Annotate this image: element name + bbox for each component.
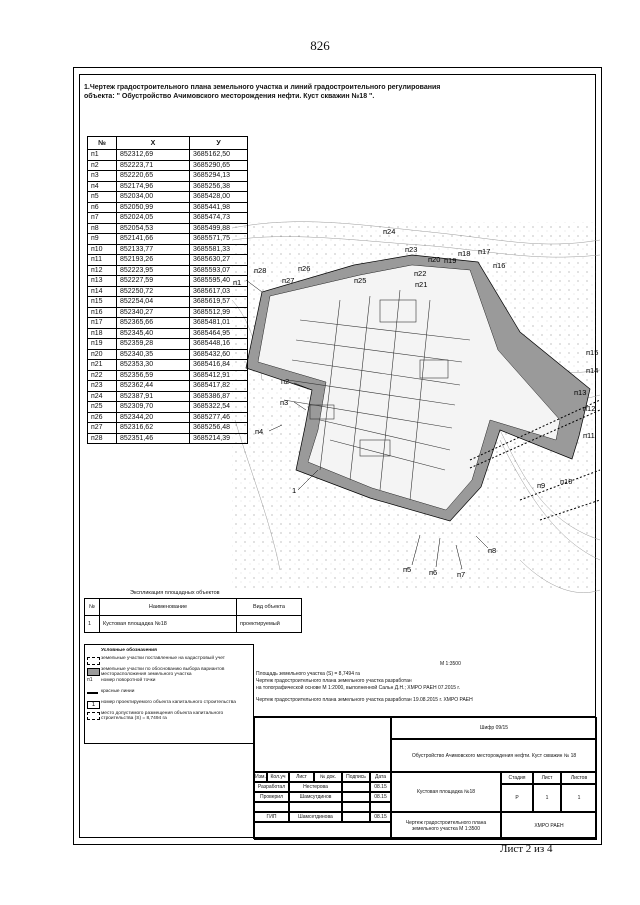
coord-x: 852250,72 bbox=[117, 286, 190, 297]
coord-x: 852344,20 bbox=[117, 412, 190, 423]
table-row bbox=[88, 255, 248, 266]
coord-x: 852387,91 bbox=[117, 391, 190, 402]
stamp-date: 08.15 bbox=[370, 782, 391, 792]
note-area: Площадь земельного участка (S) = 8,7494 га bbox=[256, 671, 360, 677]
coordinates-table-body bbox=[88, 150, 248, 444]
stamp-blank bbox=[254, 822, 391, 840]
stamp-col-doc: № док. bbox=[314, 772, 342, 782]
stamp-code: Шифр 09/15 bbox=[391, 717, 597, 739]
object-number-label: 1 bbox=[292, 486, 297, 495]
legend-item: красные линии bbox=[85, 689, 253, 700]
coord-x: 852353,30 bbox=[117, 360, 190, 371]
coord-point: п14 bbox=[88, 286, 117, 297]
table-row bbox=[88, 171, 248, 182]
coord-y: 3685595,40 bbox=[190, 276, 248, 287]
scale-label: М 1:3500 bbox=[440, 661, 461, 667]
point-label: п11 bbox=[583, 431, 595, 440]
coord-y: 3685441,98 bbox=[190, 202, 248, 213]
drawing-notes bbox=[256, 671, 473, 704]
legend-item: земельные участки по обоснованию выбора вариантов месторасположения земельного участка bbox=[85, 667, 253, 678]
explication-caption: Экспликация площадных объектов bbox=[130, 590, 220, 596]
point-label: п1 bbox=[233, 278, 242, 287]
coord-point: п17 bbox=[88, 318, 117, 329]
note-date: Чертеж градостроительного плана земельного участка разработан 19.08.2015 г. ХМРО РАЕН bbox=[256, 697, 473, 703]
table-row bbox=[88, 213, 248, 224]
stamp-signature bbox=[342, 812, 370, 822]
table-row bbox=[88, 339, 248, 350]
point-label: п21 bbox=[415, 280, 428, 289]
table-row bbox=[88, 370, 248, 381]
table-row bbox=[88, 234, 248, 245]
point-label: п5 bbox=[403, 565, 412, 574]
point-label: п18 bbox=[458, 249, 471, 258]
point-label: п9 bbox=[537, 481, 546, 490]
red-line-symbol bbox=[87, 692, 98, 694]
stamp-col-change: Изм. bbox=[255, 774, 266, 780]
stamp-col-date: Дата bbox=[370, 772, 391, 782]
shaded-parcel-symbol bbox=[87, 668, 100, 676]
note-basis-2: на топографической основе М 1:2000, выполненной Сальн Д.Н.; ХМРО РАЕН 07.2015 г. bbox=[256, 685, 461, 691]
point-label: п24 bbox=[383, 227, 396, 236]
coord-x: 852351,46 bbox=[117, 433, 190, 444]
note-basis-1: Чертеж градостроительного плана земельного участка разработан bbox=[256, 678, 412, 684]
coord-x: 852223,71 bbox=[117, 160, 190, 171]
coord-point: п28 bbox=[88, 433, 117, 444]
table-row bbox=[88, 402, 248, 413]
coord-x: 852345,40 bbox=[117, 328, 190, 339]
coord-x: 852193,26 bbox=[117, 255, 190, 266]
coord-x: 852024,05 bbox=[117, 213, 190, 224]
stamp-sheet-header: Лист bbox=[533, 772, 561, 784]
table-row bbox=[88, 265, 248, 276]
stamp-col-sheet: Лист bbox=[289, 772, 314, 782]
coord-x: 852227,59 bbox=[117, 276, 190, 287]
legend-item: п1 номер поворотной точки bbox=[87, 676, 156, 683]
stamp-stage-header: Стадия bbox=[501, 772, 533, 784]
coord-x: 852141,66 bbox=[117, 234, 190, 245]
table-row bbox=[85, 616, 302, 633]
expl-cell-type: проектируемый bbox=[237, 616, 302, 633]
coord-x: 852312,69 bbox=[117, 150, 190, 161]
coord-point: п7 bbox=[88, 213, 117, 224]
coord-point: п10 bbox=[88, 244, 117, 255]
expl-header-name: Наименование bbox=[100, 599, 237, 616]
coord-x: 852050,99 bbox=[117, 202, 190, 213]
legend-item: место допустимого размещения объекта капитального строительства (S) = 8,7494 га bbox=[85, 711, 253, 722]
stamp-date: 08.15 bbox=[370, 792, 391, 802]
stamp-stage-value: Р bbox=[501, 784, 533, 812]
coord-point: п2 bbox=[88, 160, 117, 171]
legend-item: земельные участки поставленные на кадастровый учет bbox=[85, 656, 253, 667]
point-label: п17 bbox=[478, 247, 491, 256]
coord-point: п20 bbox=[88, 349, 117, 360]
coord-point: п8 bbox=[88, 223, 117, 234]
coord-y: 3685630,27 bbox=[190, 255, 248, 266]
coord-x: 852223,95 bbox=[117, 265, 190, 276]
stamp-signature bbox=[342, 782, 370, 792]
coord-y: 3685617,03 bbox=[190, 286, 248, 297]
stamp-date bbox=[370, 802, 391, 812]
stamp-col-signature: Подпись bbox=[342, 772, 370, 782]
coord-x: 852365,66 bbox=[117, 318, 190, 329]
point-label: п6 bbox=[429, 568, 438, 577]
coord-point: п4 bbox=[88, 181, 117, 192]
point-label: п27 bbox=[282, 276, 295, 285]
table-row bbox=[88, 391, 248, 402]
coord-y: 3685322,54 bbox=[190, 402, 248, 413]
coord-x: 852174,96 bbox=[117, 181, 190, 192]
point-label: п3 bbox=[280, 398, 289, 407]
point-label: п10 bbox=[560, 477, 573, 486]
coord-y: 3685294,13 bbox=[190, 171, 248, 182]
coord-point: п27 bbox=[88, 423, 117, 434]
coord-y: 3685412,91 bbox=[190, 370, 248, 381]
coord-x: 852359,28 bbox=[117, 339, 190, 350]
stamp-signature bbox=[342, 802, 370, 812]
coord-point: п1 bbox=[88, 150, 117, 161]
coord-x: 852309,70 bbox=[117, 402, 190, 413]
sheet-counter: Лист 2 из 4 bbox=[500, 843, 553, 855]
point-label: п26 bbox=[298, 264, 311, 273]
coord-point: п16 bbox=[88, 307, 117, 318]
stamp-date: 08.15 bbox=[370, 812, 391, 822]
coord-point: п25 bbox=[88, 402, 117, 413]
coord-y: 3685512,99 bbox=[190, 307, 248, 318]
table-row bbox=[88, 286, 248, 297]
table-row bbox=[88, 360, 248, 371]
coord-y: 3685474,73 bbox=[190, 213, 248, 224]
expl-cell-no: 1 bbox=[85, 616, 100, 633]
table-row bbox=[88, 297, 248, 308]
coord-header-y: У bbox=[190, 137, 248, 150]
page-number: 826 bbox=[310, 38, 330, 53]
coord-y: 3685499,88 bbox=[190, 223, 248, 234]
coord-x: 852220,65 bbox=[117, 171, 190, 182]
legend-box bbox=[84, 644, 254, 744]
coord-y: 3685256,48 bbox=[190, 423, 248, 434]
table-row bbox=[88, 412, 248, 423]
point-label: п2 bbox=[281, 377, 290, 386]
coord-point: п15 bbox=[88, 297, 117, 308]
point-label: п14 bbox=[586, 366, 599, 375]
table-row bbox=[88, 318, 248, 329]
coord-x: 852316,62 bbox=[117, 423, 190, 434]
coord-x: 852356,59 bbox=[117, 370, 190, 381]
point-label: п13 bbox=[574, 388, 587, 397]
stamp-sheets-value: 1 bbox=[561, 784, 597, 812]
drawing-title-line-2: объекта: " Обустройство Ачимовского месторождения нефти. Куст скважин №18 ". bbox=[84, 93, 375, 100]
table-row bbox=[88, 223, 248, 234]
stamp-col-qty: Кол.уч bbox=[267, 772, 289, 782]
coord-point: п9 bbox=[88, 234, 117, 245]
cadastral-parcel-symbol bbox=[87, 657, 100, 665]
point-label: п20 bbox=[428, 255, 441, 264]
coord-x: 852340,27 bbox=[117, 307, 190, 318]
coord-y: 3685277,46 bbox=[190, 412, 248, 423]
point-label: п25 bbox=[354, 276, 367, 285]
coord-y: 3685416,84 bbox=[190, 360, 248, 371]
table-row bbox=[88, 244, 248, 255]
coord-point: п11 bbox=[88, 255, 117, 266]
coord-point: п12 bbox=[88, 265, 117, 276]
coord-point: п26 bbox=[88, 412, 117, 423]
stamp-signature bbox=[342, 792, 370, 802]
table-row bbox=[88, 276, 248, 287]
stamp-sheet-value: 1 bbox=[533, 784, 561, 812]
coord-point: п13 bbox=[88, 276, 117, 287]
coord-y: 3685162,50 bbox=[190, 150, 248, 161]
coord-y: 3685290,65 bbox=[190, 160, 248, 171]
expl-cell-name: Кустовая площадка №18 bbox=[100, 616, 237, 633]
coord-point: п19 bbox=[88, 339, 117, 350]
coord-point: п6 bbox=[88, 202, 117, 213]
expl-header-no: № bbox=[85, 599, 100, 616]
point-label: п7 bbox=[457, 570, 466, 579]
point-number-symbol: п1 bbox=[87, 676, 93, 683]
coord-point: п23 bbox=[88, 381, 117, 392]
table-row bbox=[88, 307, 248, 318]
coord-y: 3685481,01 bbox=[190, 318, 248, 329]
table-row bbox=[88, 192, 248, 203]
stamp-person: Шамсетдинова bbox=[289, 812, 342, 822]
point-label: п22 bbox=[414, 269, 427, 278]
coord-point: п3 bbox=[88, 171, 117, 182]
coord-y: 3685581,33 bbox=[190, 244, 248, 255]
coord-point: п5 bbox=[88, 192, 117, 203]
coord-y: 3685386,87 bbox=[190, 391, 248, 402]
table-row bbox=[88, 349, 248, 360]
stamp-object-name: Кустовая площадка №18 bbox=[391, 772, 501, 812]
coord-y: 3685464,95 bbox=[190, 328, 248, 339]
coord-y: 3685214,39 bbox=[190, 433, 248, 444]
point-label: п12 bbox=[583, 404, 596, 413]
point-label: п4 bbox=[255, 427, 264, 436]
explication-table bbox=[84, 598, 302, 633]
coord-point: п18 bbox=[88, 328, 117, 339]
table-row bbox=[88, 433, 248, 444]
stamp-person: Нестерова bbox=[289, 782, 342, 792]
drawing-title-line-1: 1.Чертеж градостроительного плана земельного участка и линий градостроительного регулирования bbox=[84, 84, 441, 91]
coord-x: 852254,04 bbox=[117, 297, 190, 308]
stamp-revision-grid bbox=[254, 717, 391, 772]
coord-header-x: X bbox=[117, 137, 190, 150]
allowed-placement-symbol bbox=[87, 712, 100, 720]
table-row bbox=[88, 381, 248, 392]
coord-y: 3685448,16 bbox=[190, 339, 248, 350]
coord-x: 852133,77 bbox=[117, 244, 190, 255]
coord-point: п24 bbox=[88, 391, 117, 402]
coord-point: п22 bbox=[88, 370, 117, 381]
coord-y: 3685417,82 bbox=[190, 381, 248, 392]
table-row bbox=[88, 423, 248, 434]
stamp-role: Проверил bbox=[254, 792, 289, 802]
coordinates-table bbox=[87, 136, 248, 444]
coord-x: 852054,53 bbox=[117, 223, 190, 234]
coord-header-no: № bbox=[88, 137, 117, 150]
coord-y: 3685593,07 bbox=[190, 265, 248, 276]
stamp-project: Обустройство Ачимовского месторождения нефти. Куст скважин № 18 bbox=[391, 739, 597, 772]
point-label: п23 bbox=[405, 245, 418, 254]
stamp-organization: ХМРО РАЕН bbox=[501, 812, 597, 840]
point-label: п16 bbox=[493, 261, 506, 270]
coord-y: 3685571,75 bbox=[190, 234, 248, 245]
stamp-role: ГИП bbox=[254, 812, 289, 822]
legend-title: Условные обозначения bbox=[101, 648, 157, 653]
coord-x: 852340,35 bbox=[117, 349, 190, 360]
table-row bbox=[88, 328, 248, 339]
coord-point: п21 bbox=[88, 360, 117, 371]
title-block bbox=[253, 716, 596, 839]
stamp-role: Разработал bbox=[254, 782, 289, 792]
legend-item: 1 номер проектируемого объекта капитального строительства bbox=[85, 700, 253, 711]
stamp-role bbox=[254, 802, 289, 812]
point-label: п8 bbox=[488, 546, 497, 555]
point-label: п15 bbox=[586, 348, 599, 357]
coord-y: 3685619,57 bbox=[190, 297, 248, 308]
table-row bbox=[88, 150, 248, 161]
coord-y: 3685432,60 bbox=[190, 349, 248, 360]
point-label: п28 bbox=[254, 266, 267, 275]
table-row bbox=[88, 181, 248, 192]
coord-y: 3685428,00 bbox=[190, 192, 248, 203]
object-number-symbol: 1 bbox=[87, 701, 100, 709]
coord-y: 3685256,38 bbox=[190, 181, 248, 192]
table-row bbox=[88, 160, 248, 171]
table-row bbox=[88, 202, 248, 213]
stamp-sheets-header: Листов bbox=[561, 772, 597, 784]
stamp-person bbox=[289, 802, 342, 812]
stamp-drawing-name: Чертеж градостроительного плана земельного участка М 1:3500 bbox=[391, 812, 501, 840]
point-label: п19 bbox=[444, 256, 457, 265]
stamp-person: Шамсутдинов bbox=[289, 792, 342, 802]
coord-x: 852034,00 bbox=[117, 192, 190, 203]
coord-x: 852362,44 bbox=[117, 381, 190, 392]
expl-header-type: Вид объекта bbox=[237, 599, 302, 616]
